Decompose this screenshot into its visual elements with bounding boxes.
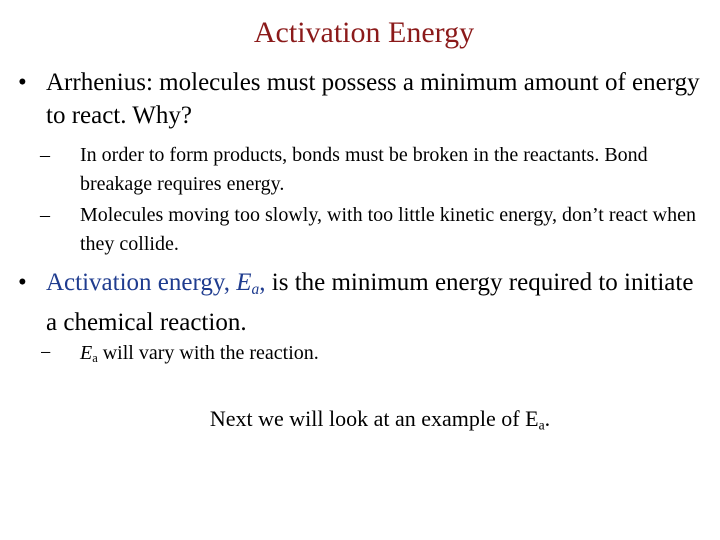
subbullet-text: Molecules moving too slowly, with too little kinetic energy, don’t react when they collide. xyxy=(80,204,696,255)
subbullet-text xyxy=(80,339,710,373)
definition-text: is the minimum energy required to initiate a chemical reaction. xyxy=(46,269,694,336)
footer-note xyxy=(0,406,720,433)
note-subscript: a xyxy=(538,417,545,433)
term-comma: , xyxy=(259,269,266,296)
subbullet-marker: − xyxy=(40,342,52,364)
subbullet-marker: – xyxy=(40,204,50,226)
slide-title: Activation Energy xyxy=(253,16,475,49)
bullet-text xyxy=(46,266,708,339)
bullet-text: Arrhenius: molecules must possess a minimum amount of energy to react. Why? xyxy=(46,69,700,129)
subbullet-marker: – xyxy=(40,144,50,166)
subbullet-text: In order to form products, bonds must be broken in the reactants. Bond breakage requires energy. xyxy=(80,144,648,195)
bullet-marker: • xyxy=(18,69,27,96)
activation-energy-term xyxy=(46,269,266,296)
note-end: . xyxy=(544,406,551,431)
symbol-subscript-a: a xyxy=(92,351,98,366)
symbol-e: E xyxy=(236,269,252,296)
symbol-e: E xyxy=(80,342,93,364)
symbol-subscript-a: a xyxy=(251,280,260,298)
bullet-marker: • xyxy=(18,269,27,296)
subbullet-rest: will vary with the reaction. xyxy=(97,342,319,364)
term-lead: Activation energy, xyxy=(46,269,237,296)
note-text: Next we will look at an example of E xyxy=(209,406,539,431)
